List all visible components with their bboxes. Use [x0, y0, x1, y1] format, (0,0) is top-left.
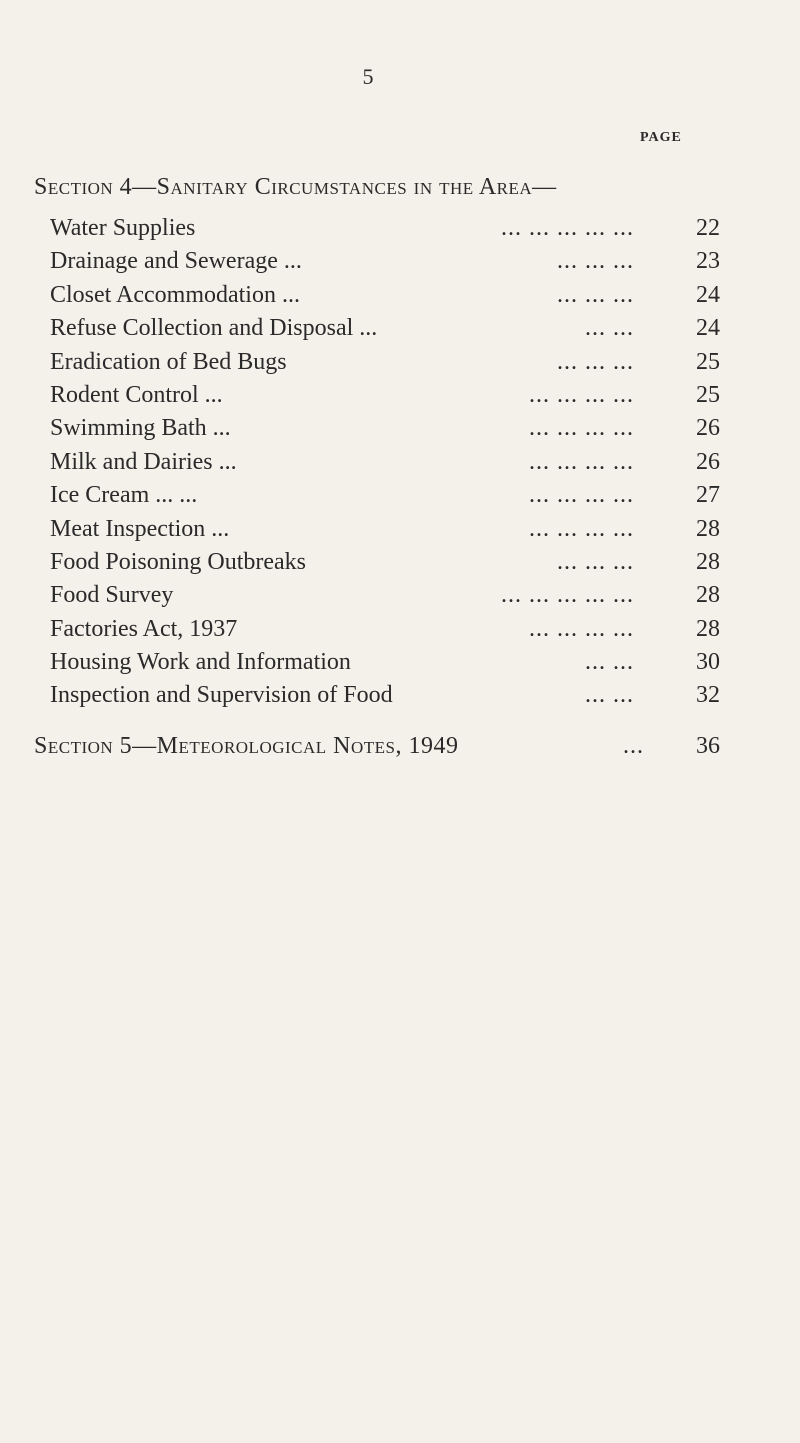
page-number: 5: [362, 64, 374, 89]
toc-entry-food-survey: [34, 579, 720, 612]
toc-leader-dots: ... ... ... ...: [529, 515, 634, 542]
toc-entry-page: 24: [696, 315, 720, 342]
toc-entry-food-poisoning: [34, 546, 720, 579]
section-5-page: 36: [696, 733, 720, 759]
toc-leader-dots: ... ... ... ...: [529, 482, 634, 509]
toc-entry-ice-cream: [34, 479, 720, 512]
toc-entry-label: Meat Inspection ...: [50, 515, 230, 542]
toc-entry-page: 26: [696, 415, 720, 442]
page-column-heading: PAGE: [640, 130, 682, 145]
toc-entry-food-inspection: [34, 679, 720, 712]
toc-entry-page: 25: [696, 348, 720, 375]
toc-entry-label: Factories Act, 1937: [50, 615, 238, 642]
toc-entry-page: 28: [696, 515, 720, 542]
toc-leader-dots: ... ... ... ... ...: [501, 215, 634, 241]
toc-entry-label: Housing Work and Information: [50, 649, 351, 676]
toc-entry-label: Refuse Collection and Disposal ...: [50, 315, 378, 342]
toc-entry-label: Water Supplies: [50, 215, 196, 241]
toc-leader-dots: ... ...: [585, 649, 634, 676]
section-5-row: [34, 729, 720, 763]
toc-entry-label: Rodent Control ...: [50, 381, 223, 408]
toc-entry-water-supplies: [34, 212, 720, 245]
toc-entry-label: Eradication of Bed Bugs: [50, 348, 287, 375]
toc-entry-page: 27: [696, 482, 720, 509]
toc-entry-page: 22: [696, 215, 720, 241]
toc-entry-meat-inspection: [34, 513, 720, 546]
toc-entry-label: Drainage and Sewerage ...: [50, 248, 302, 275]
toc-leader-dots: ... ... ... ...: [529, 415, 634, 442]
toc-leader-dots: ... ...: [585, 682, 634, 709]
toc-leader-dots: ... ... ... ... ...: [501, 582, 634, 609]
toc-leader-dots: ... ... ... ...: [529, 448, 634, 475]
toc-entry-page: 24: [696, 281, 720, 308]
section-4-title: Section 4—Sanitary Circumstances in the Area—: [34, 174, 557, 200]
toc-entry-page: 30: [696, 649, 720, 676]
toc-entry-label: Milk and Dairies ...: [50, 448, 237, 475]
toc-leader-dots: ...: [623, 733, 644, 759]
toc-entry-page: 23: [696, 248, 720, 275]
toc-entry-factories-act: [34, 613, 720, 646]
toc-entry-page: 28: [696, 582, 720, 609]
toc-entry-housing-work: [34, 646, 720, 679]
toc-entry-label: Swimming Bath ...: [50, 415, 231, 442]
toc-entry-rodent-control: [34, 379, 720, 412]
toc-leader-dots: ... ...: [585, 315, 634, 342]
toc-entry-drainage: [34, 245, 720, 278]
toc-entry-closet-accommodation: [34, 279, 720, 312]
toc-entry-page: 26: [696, 448, 720, 475]
toc-entry-page: 25: [696, 381, 720, 408]
toc-leader-dots: ... ... ... ...: [529, 615, 634, 642]
toc-entry-label: Closet Accommodation ...: [50, 281, 300, 308]
toc-leader-dots: ... ... ...: [557, 248, 634, 275]
toc-entry-bed-bugs: [34, 346, 720, 379]
toc-leader-dots: ... ... ...: [557, 348, 634, 375]
section-4-entries: [34, 212, 720, 713]
toc-leader-dots: ... ... ...: [557, 281, 634, 308]
toc-entry-label: Ice Cream ... ...: [50, 482, 198, 509]
toc-entry-page: 28: [696, 615, 720, 642]
toc-entry-label: Inspection and Supervision of Food: [50, 682, 393, 709]
toc-entry-page: 32: [696, 682, 720, 709]
toc-leader-dots: ... ... ...: [557, 548, 634, 575]
toc-leader-dots: ... ... ... ...: [529, 381, 634, 408]
toc-entry-refuse-collection: [34, 312, 720, 345]
section-5-title: Section 5—Meteorological Notes, 1949: [34, 733, 459, 759]
toc-entry-milk-dairies: [34, 446, 720, 479]
toc-entry-label: Food Poisoning Outbreaks: [50, 548, 307, 575]
toc-entry-page: 28: [696, 548, 720, 575]
toc-entry-swimming-bath: [34, 412, 720, 445]
toc-entry-label: Food Survey: [50, 582, 174, 609]
